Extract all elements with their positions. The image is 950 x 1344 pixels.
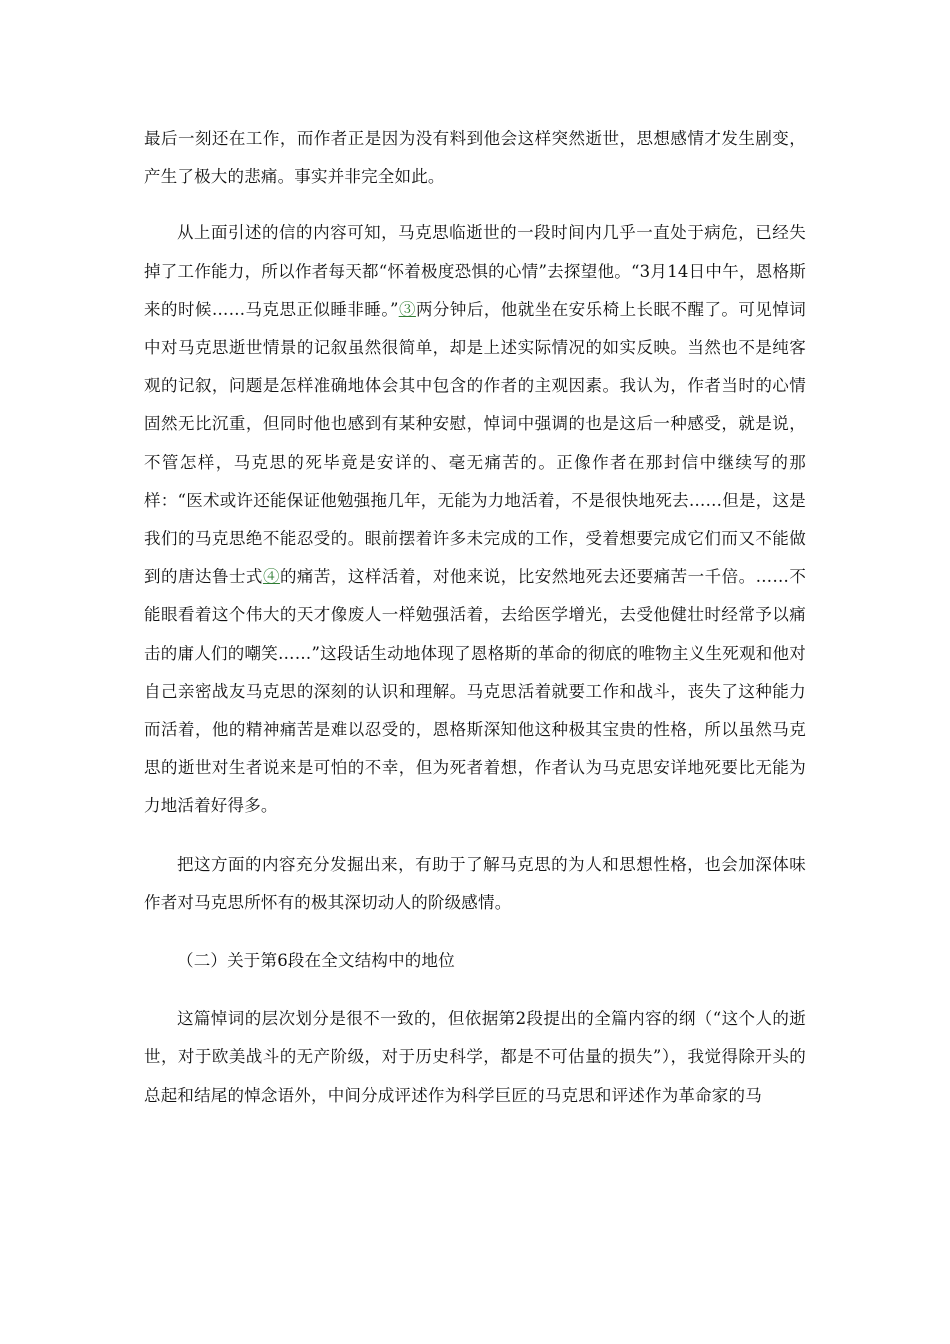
paragraph-2 (144, 214, 806, 825)
paragraph-1: 最后一刻还在工作，而作者正是因为没有料到他会这样突然逝世，思想感情才发生剧变，产生了极大的悲痛。事实并非完全如此。 (144, 129, 806, 187)
section-heading: （二）关于第6段在全文结构中的地位 (177, 951, 455, 971)
footnote-link-3[interactable]: ③ (398, 299, 416, 319)
paragraph-4: 这篇悼词的层次划分是很不一致的，但依据第2段提出的全篇内容的纲（“这个人的逝世，对于欧美战斗的无产阶级，对于历史科学，都是不可估量的损失”），我觉得除开头的总起和结尾的悼念语外，中间分成评述作为科学巨匠的马克思和评述作为革命家的马 (144, 1009, 806, 1105)
document-page (144, 120, 806, 1115)
paragraph-2-part-a: 从上面引述的信的内容可知，马克思临逝世的一段时间内几乎一直处于病危，已经失掉了工作能力，所以作者每天都“怀着极度恐惧的心情”去探望他。“3月14日中午，恩格斯来的时候……马克思正似睡非睡。” (144, 223, 806, 319)
paragraph-3: 把这方面的内容充分发掘出来，有助于了解马克思的为人和思想性格，也会加深体味作者对马克思所怀有的极其深切动人的阶级感情。 (144, 854, 806, 912)
footnote-link-4[interactable]: ④ (262, 567, 280, 587)
paragraph-2-part-b: 两分钟后，他就坐在安乐椅上长眠不醒了。可见悼词中对马克思逝世情景的记叙虽然很简单，却是上述实际情况的如实反映。当然也不是纯客观的记叙，问题是怎样准确地体会其中包含的作者的主观因素。我认为，作者当时的心情固然无比沉重，但同时他也感到有某种安慰，悼词中强调的也是这后一种感受，就是说，不管怎样，马克思的死毕竟是安详的、毫无痛苦的。正像作者在那封信中继续写的那样：“医术或许还能保证他勉强拖几年，无能为力地活着，不是很快地死去……但是，这是我们的马克思绝不能忍受的。眼前摆着许多未完成的工作，受着想要完成它们而又不能做到的唐达鲁士式 (144, 299, 806, 587)
paragraph-2-part-c: 的痛苦，这样活着，对他来说，比安然地死去还要痛苦一千倍。……不能眼看着这个伟大的天才像废人一样勉强活着，去给医学增光，去受他健壮时经常予以痛击的庸人们的嘲笑……”这段话生动地体现了恩格斯的革命的彻底的唯物主义生死观和他对自己亲密战友马克思的深刻的认识和理解。马克思活着就要工作和战斗，丧失了这种能力而活着，他的精神痛苦是难以忍受的，恩格斯深知他这种极其宝贵的性格，所以虽然马克思的逝世对生者说来是可怕的不幸，但为死者着想，作者认为马克思安详地死要比无能为力地活着好得多。 (144, 567, 807, 816)
